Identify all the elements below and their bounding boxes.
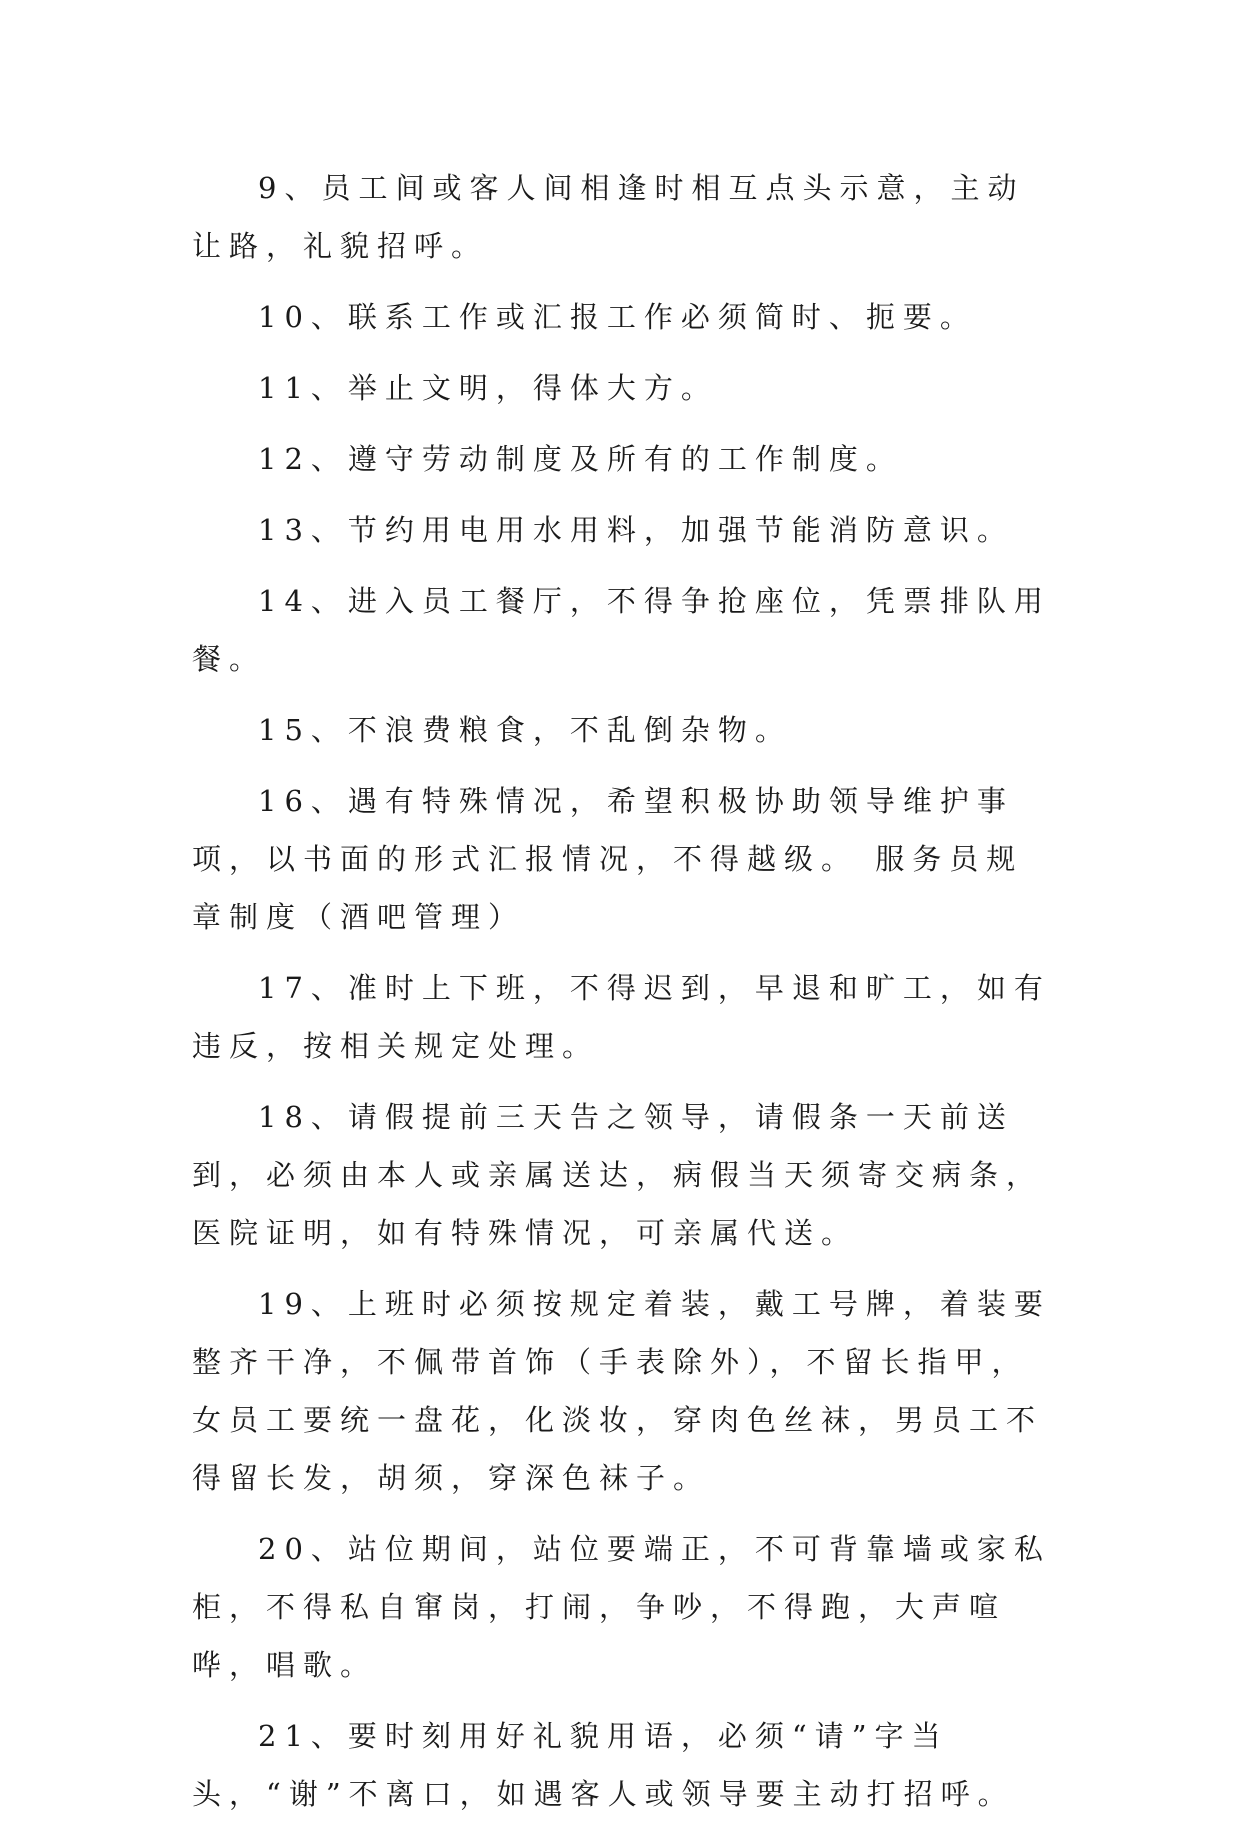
paragraph-rule-19: 19、上班时必须按规定着装，戴工号牌，着装要整齐干净，不佩带首饰（手表除外），不留长指甲，女员工要统一盘花，化淡妆，穿肉色丝袜，男员工不得留长发，胡须，穿深色袜子。 — [192, 1287, 1051, 1495]
paragraph-rule-9: 9、员工间或客人间相逢时相互点头示意，主动让路，礼貌招呼。 — [192, 171, 1025, 263]
paragraph-rule-20: 20、站位期间，站位要端正，不可背靠墙或家私柜，不得私自窜岗，打闹，争吵，不得跑，大声喧哗，唱歌。 — [192, 1532, 1051, 1682]
paragraph-rule-11: 11、举止文明，得体大方。 — [258, 371, 718, 405]
paragraph-rule-12: 12、遵守劳动制度及所有的工作制度。 — [258, 442, 903, 476]
paragraph-rule-21: 21、要时刻用好礼貌用语，必须“请”字当头，“谢”不离口，如遇客人或领导要主动打招呼。 — [192, 1719, 1015, 1811]
paragraph-rule-14: 14、进入员工餐厅，不得争抢座位，凭票排队用餐。 — [192, 584, 1051, 676]
paragraph-rule-18: 18、请假提前三天告之领导，请假条一天前送到，必须由本人或亲属送达，病假当天须寄交病条，医院证明，如有特殊情况，可亲属代送。 — [192, 1100, 1044, 1250]
paragraph-rule-15: 15、不浪费粮食，不乱倒杂物。 — [258, 713, 792, 747]
paragraph-rule-17: 17、准时上下班，不得迟到，早退和旷工，如有违反，按相关规定处理。 — [192, 971, 1051, 1063]
paragraph-rule-10: 10、联系工作或汇报工作必须简时、扼要。 — [258, 300, 977, 334]
paragraph-rule-16: 16、遇有特殊情况，希望积极协助领导维护事项，以书面的形式汇报情况，不得越级。 服务员规章制度（酒吧管理） — [192, 784, 1024, 934]
document-body — [192, 159, 1052, 1836]
paragraph-rule-13: 13、节约用电用水用料，加强节能消防意识。 — [258, 513, 1014, 547]
